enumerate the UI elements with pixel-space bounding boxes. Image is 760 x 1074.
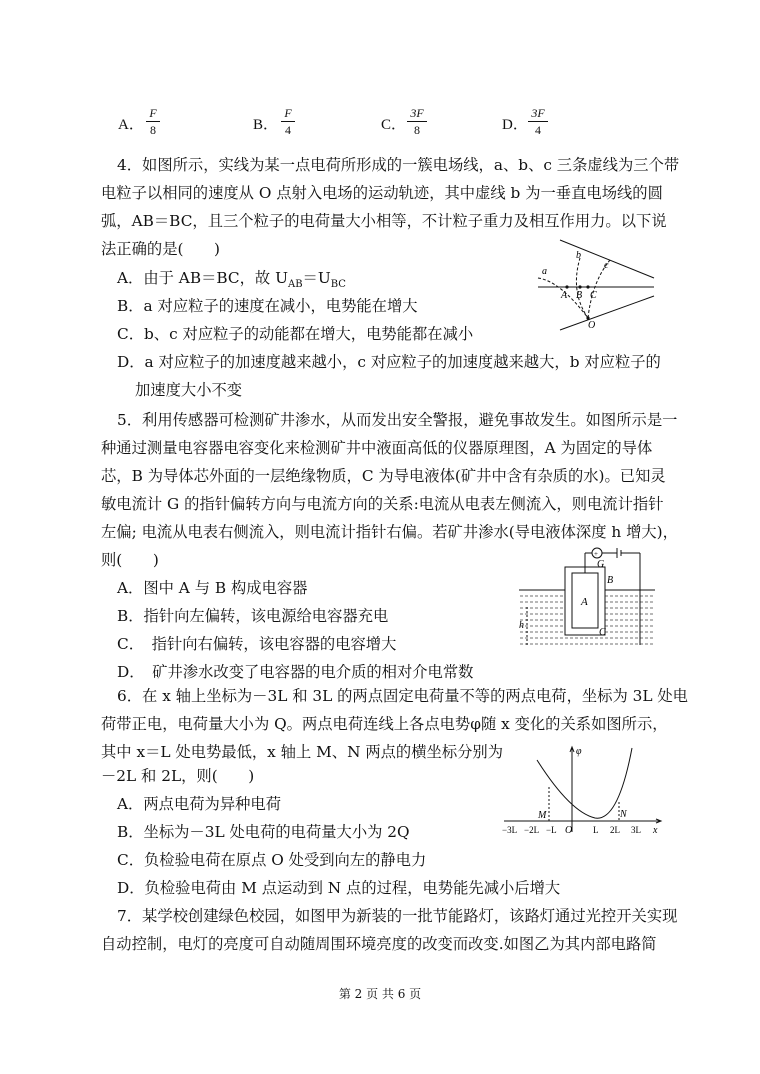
q3-option-a-label: A． <box>118 117 144 133</box>
q5-fig-label-galvanometer-sign: + <box>594 550 598 558</box>
q4-option-d-line-1: D．a 对应粒子的加速度越来越小，c 对应粒子的加速度越来越大，b 对应粒子的 <box>117 353 661 371</box>
q5-fig-label-G: G <box>597 559 605 570</box>
q6-stem-line-4: －2L 和 2L，则( ) <box>101 767 255 785</box>
q3-option-b-label: B． <box>253 117 279 133</box>
q3-option-a-fraction: F 8 <box>146 106 160 137</box>
q4-fig-label-b: b <box>576 250 581 261</box>
q6-tick-negL: −L <box>546 825 557 835</box>
q5-fig-label-h: h <box>519 620 524 631</box>
q5-stem-line-5: 左偏; 电流从电表右侧流入，则电流计指针右偏。若矿井渗水(导电液体深度 h 增大)， <box>101 523 678 541</box>
q6-tick-3L: 3L <box>631 825 641 835</box>
q7-stem-line-1: 7．某学校创建绿色校园，如图甲为新装的一批节能路灯，该路灯通过光控开关实现 <box>117 907 678 925</box>
q5-option-a: A．图中 A 与 B 构成电容器 <box>117 579 308 597</box>
q3-option-c-label: C． <box>381 117 407 133</box>
q5-option-c: C． 指针向右偏转，该电容器的电容增大 <box>117 635 397 653</box>
q3-option-d-fraction: 3F 4 <box>528 106 548 137</box>
q5-fig-label-B: B <box>607 575 614 586</box>
q6-axis-label-x: x <box>653 825 658 836</box>
q5-fig-label-C: C <box>599 627 606 638</box>
q6-fig-label-M: M <box>538 810 547 821</box>
q6-axis-label-phi: φ <box>576 746 582 757</box>
q3-option-d-label: D． <box>502 117 528 133</box>
q5-stem-line-2: 种通过测量电容器电容变化来检测矿井中液面高低的仪器原理图，A 为固定的导体 <box>101 439 653 457</box>
q6-tick-neg2L: −2L <box>524 825 540 835</box>
q6-option-b: B．坐标为－3L 处电荷的电荷量大小为 2Q <box>117 823 410 841</box>
q6-option-d: D．负检验电荷由 M 点运动到 N 点的过程，电势能先减小后增大 <box>117 879 561 897</box>
q6-option-a: A．两点电荷为异种电荷 <box>117 795 282 813</box>
q6-option-c: C．负检验电荷在原点 O 处受到向左的静电力 <box>117 851 427 869</box>
q6-stem-line-2: 荷带正电，电荷量大小为 Q。两点电荷连线上各点电势φ随 x 变化的关系如图所示， <box>101 715 668 733</box>
q4-stem-line-3: 弧，AB＝BC，且三个粒子的电荷量大小相等，不计粒子重力及相互作用力。以下说 <box>101 212 667 230</box>
q4-stem-line-4: 法正确的是( ) <box>101 240 221 258</box>
q3-option-b-fraction: F 4 <box>281 106 295 137</box>
q4-option-d-line-2: 加速度大小不变 <box>135 381 243 399</box>
q5-capacitor-figure <box>515 545 665 650</box>
q6-fig-label-N: N <box>620 809 627 820</box>
q4-fig-label-A: A <box>561 290 568 301</box>
q4-option-a: A．由于 AB＝BC，故 $U_{AB}=U_{BC}$ <box>117 269 346 291</box>
page-footer: 第 2 页 共 6 页 <box>338 987 422 1001</box>
q4-stem-line-2: 电粒子以相同的速度从 O 点射入电场的运动轨迹，其中虚线 b 为一垂直电场线的圆 <box>101 184 663 202</box>
q5-stem-line-6: 则( ) <box>101 551 159 569</box>
q7-stem-line-2: 自动控制，电灯的亮度可自动随周围环境亮度的改变而改变.如图乙为其内部电路简 <box>101 935 657 953</box>
q6-tick-2L: 2L <box>610 825 620 835</box>
q4-fig-label-B: B <box>576 290 583 301</box>
q4-fig-label-O: O <box>588 320 596 331</box>
q5-stem-line-1: 5．利用传感器可检测矿井渗水，从而发出安全警报，避免事故发生。如图所示是一 <box>117 411 678 429</box>
q4-field-figure <box>530 232 660 332</box>
q6-potential-graph <box>500 742 665 837</box>
q4-option-c: C．b、c 对应粒子的动能都在增大，电势能都在减小 <box>117 325 474 343</box>
q6-fig-label-O: O <box>565 825 573 836</box>
q4-fig-label-C: C <box>590 290 597 301</box>
q6-tick-L: L <box>593 825 599 835</box>
q4-option-b: B．a 对应粒子的速度在减小，电势能在增大 <box>117 297 418 315</box>
q3-option-c-fraction: 3F 8 <box>407 106 427 137</box>
q5-option-d: D． 矿井渗水改变了电容器的电介质的相对介电常数 <box>117 663 474 681</box>
q6-stem-line-3: 其中 x＝L 处电势最低，x 轴上 M、N 两点的横坐标分别为 <box>101 743 504 761</box>
q5-stem-line-4: 敏电流计 G 的指针偏转方向与电流方向的关系:电流从电表左侧流入，则电流计指针 <box>101 495 664 513</box>
q5-option-b: B．指针向左偏转，该电源给电容器充电 <box>117 607 389 625</box>
q5-stem-line-3: 芯，B 为导体芯外面的一层绝缘物质，C 为导电液体(矿井中含有杂质的水)。已知灵 <box>101 467 666 485</box>
q6-tick-neg3L: −3L <box>502 825 518 835</box>
q4-fig-label-a: a <box>542 266 547 277</box>
q4-fig-label-c: c <box>604 260 609 271</box>
q5-fig-label-A: A <box>581 596 588 608</box>
q4-stem-line-1: 4．如图所示，实线为某一点电荷所形成的一簇电场线，a、b、c 三条虚线为三个带 <box>117 156 680 174</box>
q6-stem-line-1: 6．在 x 轴上坐标为－3L 和 3L 的两点固定电荷量不等的两点电荷，坐标为 3L 处电 <box>117 687 688 705</box>
